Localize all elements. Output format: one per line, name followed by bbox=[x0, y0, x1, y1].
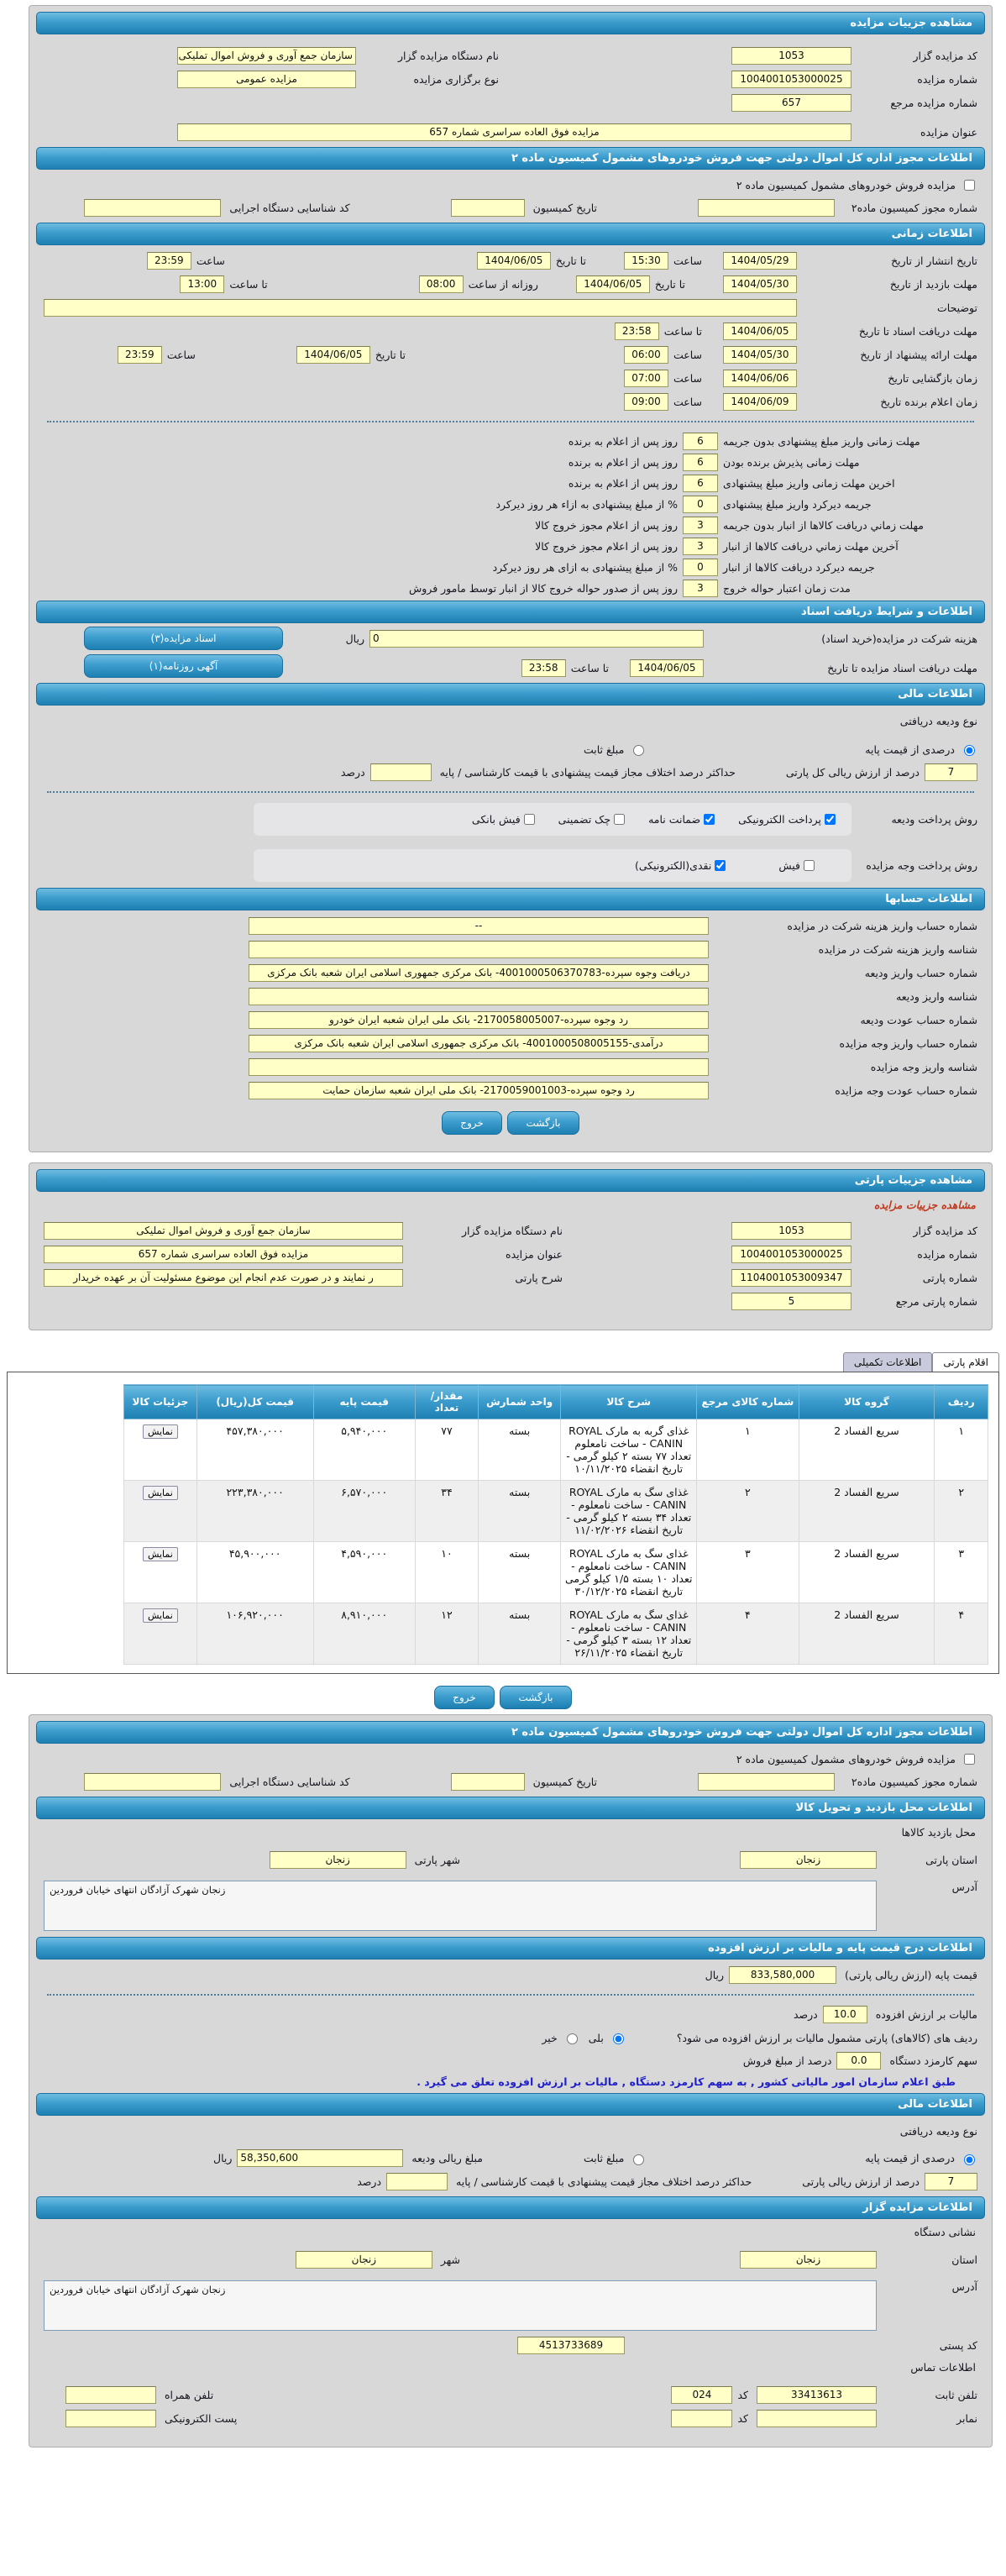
bidder-code-label: کد مزایده گزار bbox=[913, 1225, 977, 1237]
section-title-financial: اطلاعات مالی bbox=[36, 683, 985, 706]
back-button[interactable]: بازگشت bbox=[500, 1686, 572, 1709]
deposit-percent-suffix: درصد از ارزش ریالی کل پارتی bbox=[785, 766, 920, 779]
offer-hour-to-field[interactable]: 23:59 bbox=[118, 346, 162, 364]
ref-no-field[interactable]: 657 bbox=[731, 94, 851, 112]
to-date-label: تا تاریخ bbox=[375, 349, 406, 361]
account-label: شماره حساب عودت وجه مزایده bbox=[835, 1084, 977, 1097]
auction-title-field[interactable]: مزایده فوق العاده سراسری شماره 657 bbox=[177, 123, 851, 141]
fax-code-field[interactable] bbox=[671, 2410, 732, 2427]
mobile-field[interactable] bbox=[65, 2386, 156, 2404]
party-tabs bbox=[7, 1352, 999, 1372]
org-name-label: نام دستگاه مزایده گزار bbox=[461, 1225, 563, 1237]
fax-code-label: کد bbox=[737, 2412, 748, 2425]
commission-article2-label: مزایده فروش خودروهای مشمول کمیسیون ماده ۲ bbox=[736, 1752, 956, 1765]
to-hour-label: تا ساعت bbox=[663, 325, 702, 338]
auction-details-panel bbox=[29, 5, 993, 1152]
cell-qty: ۱۲ bbox=[415, 1603, 478, 1665]
party-extra-panel bbox=[29, 1714, 993, 2447]
commission-article2-checkbox[interactable] bbox=[964, 1754, 975, 1765]
commission-date-label: تاریخ کمیسیون bbox=[532, 1776, 597, 1788]
auction-title-label: عنوان مزایده bbox=[920, 126, 977, 139]
visit-hour-from-field[interactable]: 08:00 bbox=[419, 275, 464, 293]
auction-no-label: شماره مزایده bbox=[917, 73, 977, 86]
org-name-label: نام دستگاه مزایده گزار bbox=[397, 50, 499, 62]
col-base-price: قیمت پایه bbox=[313, 1385, 415, 1419]
fax-label: نمابر bbox=[956, 2412, 977, 2425]
section-title-visit-location: اطلاعات محل بازدید و تحویل کالا bbox=[36, 1797, 985, 1819]
fax-field[interactable] bbox=[757, 2410, 877, 2427]
section-title-auctioneer: اطلاعات مزایده گزار bbox=[36, 2196, 985, 2219]
divider bbox=[47, 791, 974, 793]
penalty-value-field[interactable]: 6 bbox=[683, 454, 718, 471]
mobile-label: تلفن همراه bbox=[165, 2389, 214, 2401]
org-name-field[interactable]: سازمان جمع آوری و فروش اموال تملیکی bbox=[177, 47, 356, 65]
account-label: شماره حساب واریز وجه مزایده bbox=[839, 1037, 977, 1050]
cell-base: ۶,۵۷۰,۰۰۰ bbox=[313, 1481, 415, 1542]
cell-row: ۲ bbox=[935, 1481, 988, 1542]
base-price-label: قیمت پایه (ارزش ریالی پارتی) bbox=[845, 1969, 977, 1981]
cell-base: ۵,۹۴۰,۰۰۰ bbox=[313, 1419, 415, 1481]
hour-label: ساعت bbox=[166, 349, 196, 361]
vat-label: مالیات بر ارزش افزوده bbox=[875, 2008, 977, 2021]
party-province-field[interactable]: زنجان bbox=[740, 1851, 877, 1869]
col-total-price: قیمت کل(ریال) bbox=[196, 1385, 313, 1419]
cell-details bbox=[124, 1419, 197, 1481]
deposit-amount-label: مبلغ ریالی ودیعه bbox=[411, 2152, 483, 2164]
slip-checkbox[interactable]: فیش bbox=[778, 858, 817, 874]
section-title-auction-details: مشاهده جزییات مزایده bbox=[36, 12, 985, 34]
vat-yes-radio[interactable]: بلی bbox=[589, 2031, 626, 2044]
cell-unit: بسته bbox=[479, 1481, 561, 1542]
auction-payment-options bbox=[254, 849, 851, 882]
divider bbox=[47, 1994, 974, 1996]
col-unit: واحد شمارش bbox=[479, 1385, 561, 1419]
publish-hour-to-field[interactable]: 23:59 bbox=[147, 252, 191, 270]
cell-total: ۴۵۷,۳۸۰,۰۰۰ bbox=[196, 1419, 313, 1481]
offer-hour-from-field[interactable]: 06:00 bbox=[624, 346, 668, 364]
org-address-field[interactable]: زنجان شهرک آزادگان انتهای خیابان فروردین bbox=[44, 2280, 877, 2331]
cell-group: سریع الفساد 2 bbox=[799, 1542, 935, 1603]
exec-id-label: کد شناسایی دستگاه اجرایی bbox=[229, 1776, 350, 1788]
visit-place-label: محل بازدید کالاها bbox=[901, 1826, 976, 1839]
account-label: شناسه واریز وجه مزایده bbox=[870, 1061, 977, 1073]
daily-from-hour-label: روزانه از ساعت bbox=[468, 278, 538, 291]
account-label: شماره حساب واریز ودیعه bbox=[864, 967, 977, 979]
penalty-value-field[interactable]: 3 bbox=[683, 538, 718, 555]
org-city-label: شهر bbox=[440, 2253, 460, 2266]
notes-field[interactable] bbox=[44, 299, 797, 317]
cell-desc: غذای سگ به مارک ROYAL CANIN - ساخت نامعلوم - تعداد ۱۰ بسته ۱/۵ کیلو گرمی تاریخ انقضاء ۳۰/۱۲/۲۰۲۵ bbox=[561, 1542, 697, 1603]
account-label: شماره حساب عودت ودیعه bbox=[860, 1014, 977, 1026]
auction-type-label: نوع برگزاری مزایده bbox=[413, 73, 499, 86]
section-title-timing: اطلاعات زمانی bbox=[36, 223, 985, 245]
max-diff-label: حداکثر درصد اختلاف مجاز قیمت پیشنهادی با قیمت کارشناسی / پایه bbox=[456, 2175, 752, 2188]
base-price-field[interactable]: 833,580,000 bbox=[729, 1966, 836, 1984]
cell-total: ۴۵,۹۰۰,۰۰۰ bbox=[196, 1542, 313, 1603]
org-province-label: استان bbox=[951, 2253, 977, 2266]
bidder-code-label: کد مزایده گزار bbox=[913, 50, 977, 62]
cell-group: سریع الفساد 2 bbox=[799, 1419, 935, 1481]
auction-no-field[interactable]: 1004001053000025 bbox=[731, 71, 851, 88]
col-group: گروه کالا bbox=[799, 1385, 935, 1419]
publish-date-from-field[interactable]: 1404/05/29 bbox=[723, 252, 797, 270]
ref-no-label: شماره مزایده مرجع bbox=[890, 97, 977, 109]
penalty-row: مهلت زمانی پذیرش برنده بودن 6 روز پس از اعلام به برنده bbox=[44, 454, 943, 471]
table-row bbox=[124, 1419, 988, 1481]
party-desc-label: شرح پارتی bbox=[515, 1272, 563, 1284]
cell-base: ۸,۹۱۰,۰۰۰ bbox=[313, 1603, 415, 1665]
commission-date-label: تاریخ کمیسیون bbox=[532, 202, 597, 214]
account-label: شناسه واریز هزینه شرکت در مزایده bbox=[818, 943, 977, 956]
doc-deadline-hour-field[interactable]: 23:58 bbox=[521, 659, 566, 677]
cell-desc: غذای سگ به مارک ROYAL CANIN - ساخت نامعلوم - تعداد ۳۴ بسته ۲ کیلو گرمی - تاریخ انقضاء ۱۱/۰۲/۲۰۲۶ bbox=[561, 1481, 697, 1542]
penalty-row: جریمه دیرکرد واریز مبلغ پیشنهادی 0 % از مبلغ پیشنهادی به ازاء هر روز دیرکرد bbox=[44, 496, 943, 513]
auction-no-label: شماره مزایده bbox=[917, 1248, 977, 1261]
account-field[interactable]: رد وجوه سپرده-2170058005007- بانک ملی ایران شعبه ایران خودرو bbox=[249, 1011, 709, 1029]
offer-date-from-field[interactable]: 1404/05/30 bbox=[723, 346, 797, 364]
commission-article2-label: مزایده فروش خودروهای مشمول کمیسیون ماده ۲ bbox=[736, 178, 956, 191]
account-field[interactable]: رد وجوه سپرده-2170059001003- بانک ملی ایران شعبه سازمان حمایت bbox=[249, 1082, 709, 1099]
cell-ref: ۴ bbox=[697, 1603, 799, 1665]
auction-type-field[interactable]: مزایده عمومی bbox=[177, 71, 356, 88]
commission-date-field[interactable] bbox=[451, 199, 525, 217]
doc-deadline-label: مهلت دریافت اسناد مزایده تا تاریخ bbox=[827, 662, 977, 674]
deposit-type-label: نوع ودیعه دریافتی bbox=[899, 2124, 977, 2138]
to-date-label: تا تاریخ bbox=[654, 278, 685, 291]
exit-button[interactable]: خروج bbox=[442, 1111, 502, 1135]
vat-field[interactable]: 10.0 bbox=[823, 2006, 867, 2023]
rial-label: ریال bbox=[345, 632, 364, 645]
col-desc: شرح کالا bbox=[561, 1385, 697, 1419]
penalty-value-field[interactable]: 6 bbox=[683, 433, 718, 450]
cell-details bbox=[124, 1481, 197, 1542]
cell-unit: بسته bbox=[479, 1542, 561, 1603]
section-title-accounts: اطلاعات حسابها bbox=[36, 888, 985, 910]
col-ref: شماره کالای مرجع bbox=[697, 1385, 799, 1419]
section-title-permit: اطلاعات مجوز اداره کل اموال دولتی جهت فروش خودروهای مشمول کمیسیون ماده ۲ bbox=[36, 147, 985, 170]
guarantee-checkbox[interactable]: ضمانت نامه bbox=[648, 811, 717, 827]
party-ref-field[interactable]: 5 bbox=[731, 1293, 851, 1310]
hour-label: ساعت bbox=[673, 349, 702, 361]
newspaper-ad-button[interactable]: آگهی روزنامه(۱) bbox=[84, 654, 283, 678]
show-details-button[interactable]: نمایش bbox=[143, 1424, 178, 1439]
party-address-label: آدرس bbox=[951, 1881, 977, 1893]
opening-time-label: زمان بازگشایی تاریخ bbox=[888, 372, 977, 385]
auction-title-label: عنوان مزایده bbox=[506, 1248, 563, 1261]
account-field[interactable]: درآمدی-4001000508005155- بانک مرکزی جمهوری اسلامی ایران شعبه بانک مرکزی bbox=[249, 1035, 709, 1052]
cell-base: ۴,۵۹۰,۰۰۰ bbox=[313, 1542, 415, 1603]
bank-slip-checkbox[interactable]: فیش بانکی bbox=[472, 811, 537, 827]
max-diff-label: حداکثر درصد اختلاف مجاز قیمت پیشنهادی با قیمت کارشناسی / پایه bbox=[439, 766, 736, 779]
account-field[interactable] bbox=[249, 988, 709, 1005]
section-title-documents: اطلاعات و شرایط دریافت اسناد bbox=[36, 601, 985, 623]
party-no-label: شماره پارتی bbox=[922, 1272, 977, 1284]
percent-label: درصد bbox=[357, 2175, 382, 2188]
visit-date-from-field[interactable]: 1404/05/30 bbox=[723, 275, 797, 293]
offer-date-to-field[interactable]: 1404/06/05 bbox=[296, 346, 370, 364]
show-details-button[interactable]: نمایش bbox=[143, 1486, 178, 1500]
penalty-value-field[interactable]: 3 bbox=[683, 517, 718, 534]
cell-ref: ۲ bbox=[697, 1481, 799, 1542]
section-title-financial: اطلاعات مالی bbox=[36, 2093, 985, 2116]
penalty-row: مهلت زماني دریافت کالاها از انبار بدون جریمه 3 روز پس از اعلام مجوز خروج کالا bbox=[44, 517, 943, 534]
party-items-table bbox=[123, 1384, 988, 1665]
visit-date-label: مهلت بازدید از تاریخ bbox=[889, 278, 977, 291]
cell-qty: ۱۰ bbox=[415, 1542, 478, 1603]
exit-button[interactable]: خروج bbox=[434, 1686, 495, 1709]
tab-extra-info[interactable]: اطلاعات تکمیلی bbox=[843, 1352, 932, 1372]
penalty-value-field[interactable]: 6 bbox=[683, 475, 718, 492]
commission-article2-checkbox[interactable] bbox=[964, 180, 975, 191]
table-row bbox=[124, 1542, 988, 1603]
party-items-container bbox=[7, 1372, 999, 1674]
postal-code-field[interactable]: 4513733689 bbox=[517, 2337, 625, 2354]
account-label: شناسه واریز ودیعه bbox=[896, 990, 977, 1003]
contact-info-title: اطلاعات تماس bbox=[910, 2361, 976, 2374]
org-province-field[interactable]: زنجان bbox=[740, 2251, 877, 2269]
opening-date-field[interactable]: 1404/06/06 bbox=[723, 370, 797, 387]
deposit-fixed-radio[interactable]: مبلغ ثابت bbox=[584, 2152, 647, 2165]
table-row bbox=[124, 1481, 988, 1542]
email-label: پست الکترونیکی bbox=[165, 2412, 238, 2425]
landline-field[interactable]: 33413613 bbox=[757, 2386, 877, 2404]
cell-unit: بسته bbox=[479, 1603, 561, 1665]
cell-details bbox=[124, 1542, 197, 1603]
cell-total: ۱۰۶,۹۲۰,۰۰۰ bbox=[196, 1603, 313, 1665]
auction-title-field[interactable]: مزایده فوق العاده سراسری شماره 657 bbox=[44, 1246, 403, 1263]
deposit-percent-suffix: درصد از ارزش ریالی پارتی bbox=[802, 2175, 920, 2188]
to-hour-label: تا ساعت bbox=[570, 662, 609, 674]
auction-payment-method-label: روش پرداخت وجه مزایده bbox=[866, 859, 977, 872]
visit-date-to-field[interactable]: 1404/06/05 bbox=[576, 275, 650, 293]
visit-hour-to-field[interactable]: 13:00 bbox=[180, 275, 224, 293]
deposit-percent-field[interactable]: 7 bbox=[925, 763, 977, 781]
winner-date-field[interactable]: 1404/06/09 bbox=[723, 393, 797, 411]
org-name-field[interactable]: سازمان جمع آوری و فروش اموال تملیکی bbox=[44, 1222, 403, 1240]
org-address-label: آدرس bbox=[951, 2280, 977, 2293]
cell-total: ۲۲۳,۳۸۰,۰۰۰ bbox=[196, 1481, 313, 1542]
area-code-field[interactable]: 024 bbox=[671, 2386, 732, 2404]
publish-hour-from-field[interactable]: 15:30 bbox=[624, 252, 668, 270]
cell-group: سریع الفساد 2 bbox=[799, 1603, 935, 1665]
vat-no-radio[interactable]: خیر bbox=[542, 2031, 579, 2044]
offer-deadline-label: مهلت ارائه پیشنهاد از تاریخ bbox=[860, 349, 977, 361]
docs-deadline-hour-field[interactable]: 23:58 bbox=[615, 323, 659, 340]
permit-no-field[interactable] bbox=[698, 199, 835, 217]
max-diff-field[interactable] bbox=[386, 2173, 448, 2190]
postal-code-label: کد پستی bbox=[939, 2339, 977, 2352]
deposit-percent-radio[interactable]: درصدی از قیمت پایه bbox=[865, 2152, 977, 2165]
org-city-field[interactable]: زنجان bbox=[296, 2251, 432, 2269]
notes-label: توضیحات bbox=[937, 302, 977, 314]
cell-desc: غذای سگ به مارک ROYAL CANIN - ساخت نامعلوم - تعداد ۱۲ بسته ۳ کیلو گرمی - تاریخ انقضاء ۲۶/۱۱/۲۰۲۵ bbox=[561, 1603, 697, 1665]
email-field[interactable] bbox=[65, 2410, 156, 2427]
landline-label: تلفن ثابت bbox=[935, 2389, 977, 2401]
account-field[interactable] bbox=[249, 941, 709, 958]
cell-row: ۱ bbox=[935, 1419, 988, 1481]
cell-desc: غذای گربه به مارک ROYAL CANIN - ساخت نامعلوم تعداد ۷۷ بسته ۲ کیلو گرمی - تاریخ انقضاء ۱۰/۱۱/۲۰۲۵ bbox=[561, 1419, 697, 1481]
party-desc-field[interactable]: ر نمایند و در صورت عدم انجام این موضوع مسئولیت آن بر عهده خریدار bbox=[44, 1269, 403, 1287]
exec-id-field[interactable] bbox=[84, 1773, 221, 1791]
party-city-label: شهر پارتی bbox=[414, 1854, 460, 1866]
section-title-permit: اطلاعات مجوز اداره کل اموال دولتی جهت فروش خودروهای مشمول کمیسیون ماده ۲ bbox=[36, 1721, 985, 1744]
org-address-title: نشانی دستگاه bbox=[914, 2226, 976, 2238]
winner-hour-field[interactable]: 09:00 bbox=[624, 393, 668, 411]
commission-share-field[interactable]: 0.0 bbox=[836, 2052, 881, 2070]
deposit-payment-options bbox=[254, 803, 851, 836]
doc-deadline-date-field[interactable]: 1404/06/05 bbox=[630, 659, 704, 677]
cell-unit: بسته bbox=[479, 1419, 561, 1481]
party-no-field[interactable]: 1104001053009347 bbox=[731, 1269, 851, 1287]
party-city-field[interactable]: زنجان bbox=[270, 1851, 406, 1869]
deposit-payment-method-label: روش پرداخت ودیعه bbox=[891, 813, 977, 826]
percent-label: درصد bbox=[793, 2008, 818, 2021]
doc-fee-label: هزینه شرکت در مزایده(خرید اسناد) bbox=[821, 632, 977, 645]
penalty-row: اخرین مهلت زمانی واریز مبلغ پیشنهادی 6 روز پس از اعلام به برنده bbox=[44, 475, 943, 492]
vat-question-label: ردیف های (کالاهای) پارتی مشمول مالیات بر ارزش افزوده می شود؟ bbox=[676, 2031, 977, 2044]
divider bbox=[47, 421, 974, 422]
col-qty: مقدار/ تعداد bbox=[415, 1385, 478, 1419]
deposit-amount-field[interactable]: 58,350,600 bbox=[237, 2149, 403, 2167]
docs-deadline-label: مهلت دریافت اسناد تا تاریخ bbox=[858, 325, 977, 338]
show-details-button[interactable]: نمایش bbox=[143, 1547, 178, 1561]
publish-date-label: تاریخ انتشار از تاریخ bbox=[891, 254, 977, 267]
penalty-value-field[interactable]: 3 bbox=[683, 580, 718, 597]
cell-qty: ۳۴ bbox=[415, 1481, 478, 1542]
party-details-panel bbox=[29, 1162, 993, 1330]
cell-row: ۳ bbox=[935, 1542, 988, 1603]
auction-documents-button[interactable]: اسناد مزایده(۳) bbox=[84, 627, 283, 650]
hour-label: ساعت bbox=[673, 372, 702, 385]
tax-note: طبق اعلام سازمان امور مالیاتی کشور , به سهم کارمزد دستگاه , مالیات بر ارزش افزوده تعلق می گیرد . bbox=[417, 2075, 956, 2088]
hour-label: ساعت bbox=[196, 254, 225, 267]
rial-label: ریال bbox=[705, 1969, 725, 1981]
bidder-code-field[interactable]: 1053 bbox=[731, 1222, 851, 1240]
commission-share-suffix: درصد از مبلغ فروش bbox=[742, 2054, 832, 2067]
penalty-row: مهلت زمانی واریز مبلغ پیشنهادی بدون جریمه 6 روز پس از اعلام به برنده bbox=[44, 433, 943, 450]
party-province-label: استان پارتی bbox=[925, 1854, 977, 1866]
account-field[interactable] bbox=[249, 1058, 709, 1076]
tab-party-items[interactable]: اقلام پارتی bbox=[932, 1352, 999, 1372]
party-subtitle: مشاهده جزییات مزایده bbox=[873, 1199, 976, 1211]
secured-check-checkbox[interactable]: چک تضمینی bbox=[558, 811, 627, 827]
area-code-label: کد bbox=[737, 2389, 748, 2401]
epay-checkbox[interactable]: پرداخت الکترونیکی bbox=[738, 811, 838, 827]
cell-ref: ۱ bbox=[697, 1419, 799, 1481]
party-address-field[interactable]: زنجان شهرک آزادگان انتهای خیابان فروردین bbox=[44, 1881, 877, 1931]
winner-announce-label: زمان اعلام برنده تاریخ bbox=[880, 396, 977, 408]
cell-ref: ۳ bbox=[697, 1542, 799, 1603]
deposit-percent-field[interactable]: 7 bbox=[925, 2173, 977, 2190]
publish-date-to-field[interactable]: 1404/06/05 bbox=[477, 252, 551, 270]
penalty-value-field[interactable]: 0 bbox=[683, 559, 718, 576]
cell-group: سریع الفساد 2 bbox=[799, 1481, 935, 1542]
cash-electronic-checkbox[interactable]: نقدی(الکترونیکی) bbox=[635, 858, 728, 874]
account-field[interactable]: دریافت وجوه سپرده-4001000506370783- بانک مرکزی جمهوری اسلامی ایران شعبه بانک مرکزی bbox=[249, 964, 709, 982]
hour-label: ساعت bbox=[673, 396, 702, 408]
commission-share-label: سهم کارمزد دستگاه bbox=[889, 2054, 977, 2067]
permit-no-label: شماره مجوز کمیسیون ماده۲ bbox=[851, 1776, 977, 1788]
cell-details bbox=[124, 1603, 197, 1665]
percent-label: درصد bbox=[340, 766, 365, 779]
account-field[interactable]: -- bbox=[249, 917, 709, 935]
rial-label: ریال bbox=[213, 2152, 233, 2164]
permit-no-label: شماره مجوز کمیسیون ماده۲ bbox=[851, 202, 977, 214]
section-title-base-price-vat: اطلاعات درج قیمت پایه و مالیات بر ارزش افزوده bbox=[36, 1937, 985, 1960]
col-row: ردیف bbox=[935, 1385, 988, 1419]
cell-qty: ۷۷ bbox=[415, 1419, 478, 1481]
deposit-fixed-radio[interactable]: مبلغ ثابت bbox=[584, 742, 647, 756]
exec-id-label: کد شناسایی دستگاه اجرایی bbox=[229, 202, 350, 214]
party-ref-label: شماره پارتی مرجع bbox=[895, 1295, 977, 1308]
account-label: شماره حساب واریز هزینه شرکت در مزایده bbox=[787, 920, 977, 932]
penalty-row: آخرین مهلت زماني دریافت کالاها از انبار 3 روز پس از اعلام مجوز خروج کالا bbox=[44, 538, 943, 555]
table-row bbox=[124, 1603, 988, 1665]
doc-fee-field[interactable]: 0 bbox=[369, 630, 704, 648]
to-hour-label: تا ساعت bbox=[229, 278, 268, 291]
hour-label: ساعت bbox=[673, 254, 702, 267]
docs-deadline-date-field[interactable]: 1404/06/05 bbox=[723, 323, 797, 340]
col-details: جزئیات کالا bbox=[124, 1385, 197, 1419]
permit-no-field[interactable] bbox=[698, 1773, 835, 1791]
penalty-row: جریمه دیرکرد دریافت کالاها از انبار 0 % از مبلغ پیشنهادی به ازای هر روز دیرکرد bbox=[44, 559, 943, 576]
penalty-row: مدت زمان اعتبار حواله خروج 3 روز پس از صدور حواله خروج کالا از انبار توسط مامور فروش bbox=[44, 580, 943, 597]
commission-date-field[interactable] bbox=[451, 1773, 525, 1791]
cell-row: ۴ bbox=[935, 1603, 988, 1665]
exec-id-field[interactable] bbox=[84, 199, 221, 217]
show-details-button[interactable]: نمایش bbox=[143, 1608, 178, 1623]
max-diff-field[interactable] bbox=[370, 763, 432, 781]
to-date-label: تا تاریخ bbox=[555, 254, 586, 267]
auction-no-field[interactable]: 1004001053000025 bbox=[731, 1246, 851, 1263]
section-title-party-details: مشاهده جزییات پارتی bbox=[36, 1169, 985, 1192]
bidder-code-field[interactable]: 1053 bbox=[731, 47, 851, 65]
penalty-value-field[interactable]: 0 bbox=[683, 496, 718, 513]
back-button[interactable]: بازگشت bbox=[507, 1111, 579, 1135]
deposit-percent-radio[interactable]: درصدی از قیمت پایه bbox=[865, 742, 977, 756]
deposit-type-label: نوع ودیعه دریافتی bbox=[899, 714, 977, 727]
opening-hour-field[interactable]: 07:00 bbox=[624, 370, 668, 387]
